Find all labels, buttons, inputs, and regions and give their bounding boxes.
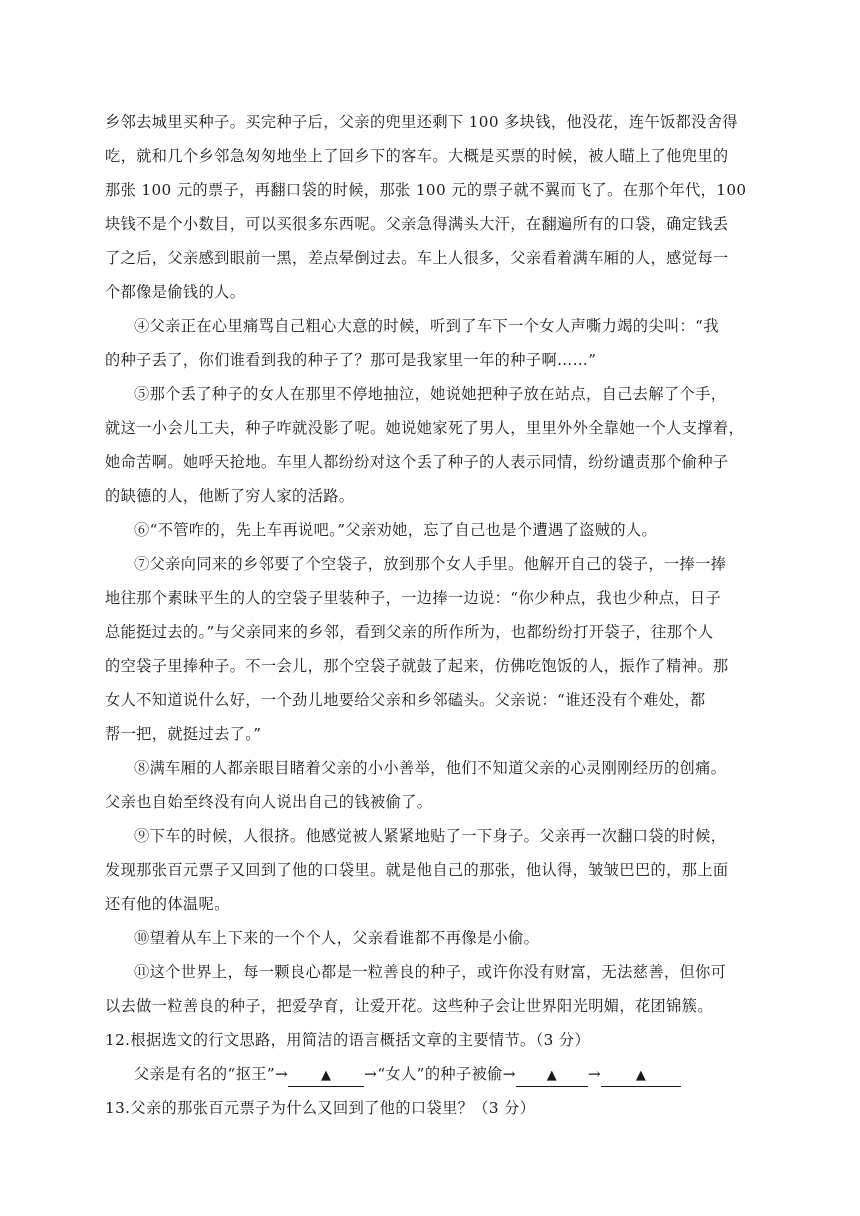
text-line: 个都像是偷钱的人。 (105, 283, 246, 301)
text-line: 就这一小会儿工夫，种子咋就没影了呢。她说她家死了男人，里里外外全靠她一个人支撑着， (105, 419, 745, 437)
text-line: 了之后，父亲感到眼前一黑，差点晕倒过去。车上人很多，父亲看着满车厢的人，感觉每一 (105, 249, 729, 267)
paragraph-9-line: ⑨下车的时候，人很挤。他感觉被人紧紧地贴了一下身子。父亲再一次翻口袋的时候， (134, 827, 727, 845)
text-line: 发现那张百元票子又回到了他的口袋里。就是他自己的那张，他认得，皱皱巴巴的，那上面 (105, 861, 729, 879)
flow-start: 父亲是有名的“抠王” (134, 1065, 276, 1083)
text-line: 父亲也自始至终没有向人说出自己的钱被偷了。 (105, 793, 433, 811)
answer-blank-3[interactable] (601, 1066, 681, 1087)
paragraph-4-line: ④父亲正在心里痛骂自己粗心大意的时候，听到了车下一个女人声嘶力竭的尖叫：“我 (134, 317, 719, 335)
question-13: 13.父亲的那张百元票子为什么又回到了他的口袋里？（3 分） (105, 1099, 536, 1117)
flow-middle: “女人”的种子被偷 (377, 1065, 503, 1083)
text-line: 女人不知道说什么好，一个劲儿地要给父亲和乡邻磕头。父亲说：“谁还没有个难处，都 (105, 691, 706, 709)
arrow-icon: → (364, 1065, 378, 1083)
text-line: 她命苦啊。她呼天抢地。车里人都纷纷对这个丢了种子的人表示同情，纷纷谴责那个偷种子 (105, 453, 729, 471)
text-line: 帮一把，就挺过去了。” (105, 725, 262, 743)
text-line: 乡邻去城里买种子。买完种子后，父亲的兜里还剩下 100 多块钱，他没花，连午饭都没舍得 (105, 113, 738, 131)
arrow-icon: → (502, 1065, 516, 1083)
paragraph-6-line: ⑥“不管咋的，先上车再说吧。”父亲劝她，忘了自己也是个遭遇了盗贼的人。 (134, 521, 658, 539)
answer-blank-1[interactable] (288, 1066, 364, 1087)
triangle-icon: ▲ (320, 1068, 332, 1083)
text-line: 块钱不是个小数目，可以买很多东西呢。父亲急得满头大汗，在翻遍所有的口袋，确定钱丢 (105, 215, 729, 233)
paragraph-8-line: ⑧满车厢的人都亲眼目睹着父亲的小小善举，他们不知道父亲的心灵刚刚经历的创痛。 (134, 759, 727, 777)
triangle-icon: ▲ (546, 1068, 558, 1083)
text-line: 还有他的体温呢。 (105, 895, 230, 913)
paragraph-5-line: ⑤那个丢了种子的女人在那里不停地抽泣，她说她把种子放在站点，自己去解了个手， (134, 385, 727, 403)
triangle-icon: ▲ (635, 1068, 647, 1083)
text-line: 总能挺过去的。”与父亲同来的乡邻，看到父亲的所作所为，也都纷纷打开袋子，往那个人 (105, 623, 714, 641)
paragraph-7-line: ⑦父亲向同来的乡邻要了个空袋子，放到那个女人手里。他解开自己的袋子，一捧一捧 (134, 555, 727, 573)
paragraph-10-line: ⑩望着从车上下来的一个个人，父亲看谁都不再像是小偷。 (134, 929, 540, 947)
text-line: 那张 100 元的票子，再翻口袋的时候，那张 100 元的票子就不翼而飞了。在那个年代，100 (105, 181, 747, 199)
text-line: 的空袋子里捧种子。不一会儿，那个空袋子就鼓了起来，仿佛吃饱饭的人，振作了精神。那 (105, 657, 729, 675)
text-line: 以去做一粒善良的种子，把爱孕育，让爱开花。这些种子会让世界阳光明媚，花团锦簇。 (105, 997, 713, 1015)
paragraph-11-line: ⑪这个世界上，每一颗良心都是一粒善良的种子，或许你没有财富，无法慈善，但你可 (134, 963, 727, 981)
plot-flow-line (0, 1062, 860, 1086)
text-line: 吃，就和几个乡邻急匆匆地坐上了回乡下的客车。大概是买票的时候，被人瞄上了他兜里的 (105, 147, 729, 165)
arrow-icon: → (275, 1065, 289, 1083)
answer-blank-2[interactable] (516, 1066, 588, 1087)
text-line: 的缺德的人，他断了穷人家的活路。 (105, 487, 355, 505)
text-line: 地往那个素昧平生的人的空袋子里装种子，一边捧一边说：“你少种点，我也少种点，日子 (105, 589, 722, 607)
text-line: 的种子丢了，你们谁看到我的种子了？那可是我家里一年的种子啊……” (105, 351, 597, 369)
arrow-icon: → (587, 1065, 602, 1083)
question-12: 12.根据选文的行文思路，用简洁的语言概括文章的主要情节。（3 分） (105, 1031, 591, 1049)
